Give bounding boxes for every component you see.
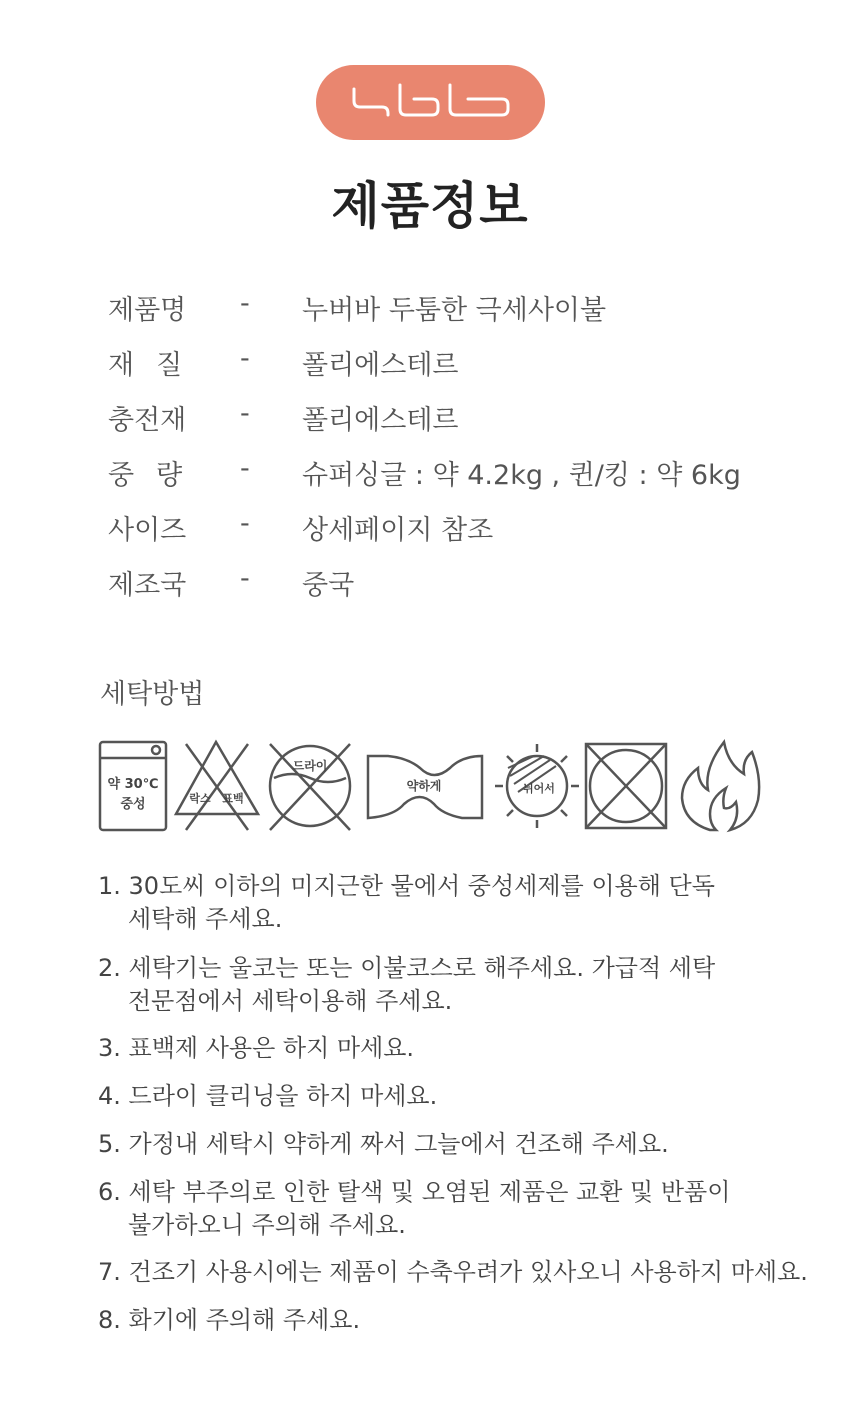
info-label: 제조국 (108, 570, 187, 601)
bleach-right-text: 표백 (222, 792, 244, 805)
shade-dry-flat-icon (495, 744, 579, 828)
care-section-title: 세탁방법 (100, 679, 205, 710)
info-row-origin (0, 563, 860, 603)
wash-30-neutral-icon (100, 742, 166, 830)
info-label: 사이즈 (108, 515, 187, 546)
info-value: 슈퍼싱글 : 약 4.2kg , 퀸/킹 : 약 6kg (302, 460, 741, 491)
info-label: 충전재 (108, 405, 187, 436)
info-row-weight (0, 453, 860, 493)
info-dash: - (240, 288, 250, 319)
info-value: 폴리에스테르 (302, 350, 459, 381)
care-item-line: 3. 표백제 사용은 하지 마세요. (98, 1034, 415, 1062)
no-dry-clean-icon (270, 744, 350, 830)
info-value: 상세페이지 참조 (302, 515, 494, 546)
wash-neutral-text: 중성 (120, 797, 146, 812)
wring-text: 약하게 (406, 779, 442, 793)
gentle-wring-icon (368, 756, 482, 818)
care-item (98, 1176, 730, 1242)
care-item-line: 7. 건조기 사용시에는 제품이 수축우려가 있사오니 사용하지 마세요. (98, 1258, 808, 1286)
info-row-material (0, 343, 860, 383)
info-label: 재질 (108, 350, 205, 381)
care-item-line: 6. 세탁 부주의로 인한 탈색 및 오염된 제품은 교환 및 반품이 (98, 1178, 731, 1206)
info-dash: - (240, 343, 250, 374)
info-row-size (0, 508, 860, 548)
care-item (98, 952, 715, 1018)
no-tumble-dry-icon (586, 744, 666, 828)
care-item (98, 870, 715, 936)
info-dash: - (240, 508, 250, 539)
care-item (98, 1032, 414, 1065)
care-item (98, 1080, 437, 1113)
care-item-line: 1. 30도씨 이하의 미지근한 물에서 중성세제를 이용해 단독 (98, 872, 715, 900)
flammable-icon (682, 742, 759, 830)
care-item-line: 불가하오니 주의해 주세요. (128, 1211, 406, 1239)
info-row-filling (0, 398, 860, 438)
care-item (98, 1128, 669, 1161)
bleach-left-text: 락스 (189, 792, 211, 805)
info-label: 중량 (108, 460, 205, 491)
wash-temp-text: 약 30℃ (107, 777, 159, 792)
info-value: 중국 (302, 570, 355, 601)
info-dash: - (240, 563, 250, 594)
care-icons-row (98, 738, 763, 838)
care-item-line: 5. 가정내 세탁시 약하게 짜서 그늘에서 건조해 주세요. (98, 1130, 669, 1158)
shade-dry-text: 뉘어서 (523, 782, 555, 795)
nbb-logo-icon (352, 83, 510, 123)
info-label: 제품명 (108, 295, 187, 326)
info-value: 누버바 두툼한 극세사이불 (302, 295, 607, 326)
brand-logo (316, 65, 545, 140)
care-item (98, 1256, 808, 1289)
info-value: 폴리에스테르 (302, 405, 459, 436)
care-item-line: 전문점에서 세탁이용해 주세요. (128, 987, 453, 1015)
care-item-line: 2. 세탁기는 울코는 또는 이불코스로 해주세요. 가급적 세탁 (98, 954, 716, 982)
no-bleach-icon (176, 742, 258, 830)
info-dash: - (240, 398, 250, 429)
care-item-line: 8. 화기에 주의해 주세요. (98, 1306, 361, 1334)
info-dash: - (240, 453, 250, 484)
dry-clean-text: 드라이 (292, 759, 328, 773)
info-row-product-name (0, 288, 860, 328)
care-item-line: 4. 드라이 클리닝을 하지 마세요. (98, 1082, 438, 1110)
care-item-line: 세탁해 주세요. (128, 905, 283, 933)
care-item (98, 1304, 360, 1337)
page-title: 제품정보 (331, 177, 529, 235)
